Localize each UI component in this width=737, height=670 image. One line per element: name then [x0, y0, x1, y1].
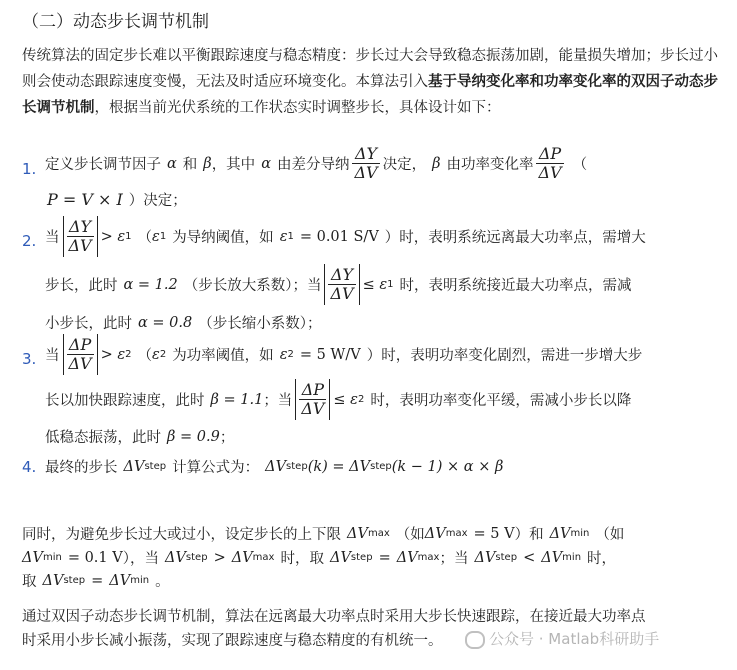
list-number-4: 4.	[22, 458, 37, 476]
formula-part-1: (k) = ΔV	[307, 458, 371, 475]
dv-symbol: ΔV	[123, 458, 145, 475]
list-number-1: 1.	[22, 160, 37, 178]
dv-symbol: ΔV	[549, 525, 571, 542]
limits-line3	[22, 570, 170, 591]
dv-symbol: ΔV	[265, 458, 287, 475]
sub: 2	[287, 349, 294, 360]
item1-text: 定义步长调节因子	[45, 157, 161, 173]
section-heading: （二）动态步长调节机制	[22, 12, 209, 32]
alpha-symbol: α	[167, 155, 177, 172]
dv-symbol: ΔV	[424, 525, 446, 542]
sub-max: max	[252, 552, 275, 563]
watermark	[465, 628, 659, 649]
eq: =	[91, 572, 104, 589]
abs-dY-dV	[63, 216, 98, 257]
item2-text-7: 时，表明系统接近最大功率点，需减	[399, 278, 632, 294]
dv-symbol: ΔV	[22, 549, 43, 566]
item1-paren: （	[572, 157, 588, 173]
dv-symbol: ΔV	[42, 572, 64, 589]
eps: ε	[279, 228, 288, 245]
max-value: = 5 V	[473, 525, 515, 542]
limits-line2	[22, 547, 616, 568]
dv-symbol: ΔV	[164, 549, 186, 566]
sub-max: max	[445, 528, 468, 539]
frac-num: ΔY	[354, 144, 378, 163]
dv-symbol: ΔV	[231, 549, 253, 566]
fraction-dP-dV	[536, 145, 563, 182]
intro-text-2: ，根据当前光伏系统的工作状态实时调整步长，具体设计如下：	[94, 100, 501, 116]
power-formula: P = V × I	[47, 190, 123, 209]
limits-text-10: 。	[155, 574, 170, 590]
threshold-value: = 0.01 S/V	[299, 228, 379, 245]
item1-text-6: ）决定；	[128, 193, 187, 209]
eq: =	[378, 549, 391, 566]
frac-den: ΔV	[68, 236, 92, 255]
dv-symbol: ΔV	[109, 572, 131, 589]
frac-num: ΔY	[330, 265, 354, 284]
limits-text-6: 时，取	[280, 551, 324, 567]
sub: 2	[357, 394, 365, 405]
sub-step: step	[185, 552, 208, 563]
frac-num: ΔP	[68, 335, 92, 354]
item2-text-4: ）时，表明系统远离最大功率点，需增大	[384, 230, 646, 246]
abs-dP-dV	[295, 379, 330, 420]
item2-text-5: 步长，此时	[45, 278, 118, 294]
dv-symbol: ΔV	[474, 549, 496, 566]
item1-text-3: 由差分导纳	[276, 157, 350, 173]
dv-symbol: ΔV	[541, 549, 563, 566]
sub-min: min	[562, 552, 582, 563]
item1-text-5: 由功率变化率	[446, 157, 534, 173]
item3-text-6: ；当	[263, 393, 293, 409]
limits-line1	[22, 523, 624, 544]
sub-step: step	[286, 461, 308, 472]
formula-part-2: (k − 1) × α × β	[391, 458, 504, 475]
item1-and: 和	[182, 157, 198, 173]
limits-text-5: ），当	[122, 551, 159, 567]
item2-text-8: 小步长，此时	[45, 316, 132, 332]
sub: 2	[159, 349, 167, 360]
gt: >	[213, 549, 226, 566]
limits-text-4: （如	[595, 527, 625, 543]
sub-step: step	[350, 552, 373, 563]
item3-text-8: 低稳态振荡，此时	[45, 430, 161, 446]
wechat-icon	[465, 631, 485, 649]
item2-line1	[45, 216, 646, 257]
sub-max: max	[367, 528, 390, 539]
item3-text-9: ；	[219, 430, 235, 446]
item2-text-6: （步长放大系数）；当	[183, 278, 322, 294]
gt-eps: > ε	[100, 346, 126, 363]
alpha-symbol: α	[261, 155, 271, 172]
limits-text-7: ；当	[439, 551, 469, 567]
sub-step: step	[144, 461, 167, 472]
item2-text: 当	[45, 230, 60, 246]
frac-num: ΔY	[68, 217, 92, 236]
sub: 1	[387, 279, 394, 290]
item4-line1	[45, 456, 503, 477]
alpha-value: α = 1.2	[123, 276, 178, 293]
item2-line2	[45, 264, 632, 305]
item2-line3	[45, 312, 321, 333]
gt-eps: > ε	[100, 228, 126, 245]
eps: ε	[279, 346, 288, 363]
item3-text: 当	[45, 348, 60, 364]
paren: （	[137, 348, 153, 364]
eps: ε	[152, 346, 160, 363]
frac-num: ΔP	[301, 380, 325, 399]
sub-max: max	[417, 552, 440, 563]
conclusion-line-2: 时采用小步长减小振荡，实现了跟踪速度与稳态精度的有机统一。	[22, 633, 443, 649]
sub: 1	[125, 231, 132, 242]
sub-step: step	[63, 575, 86, 586]
item1-text-4: 决定，	[382, 157, 427, 173]
sub-min: min	[570, 528, 590, 539]
item4-text-2: 计算公式为：	[172, 460, 260, 476]
beta-symbol: β	[203, 155, 212, 172]
intro-bold-text: 基于导纳变化率和功率变化率的双因子动态步长调节机制	[22, 74, 718, 116]
sub: 1	[159, 231, 167, 242]
item3-text-5: 长以加快跟踪速度，此时	[45, 393, 205, 409]
item1-line2	[47, 189, 187, 210]
beta-value-2: β = 0.9	[167, 428, 220, 445]
item4-text: 最终的步长	[45, 460, 118, 476]
le-eps: ≤ ε	[362, 276, 388, 293]
fraction-dY-dV	[352, 145, 379, 182]
sub-step: step	[370, 461, 392, 472]
paren: （	[137, 230, 153, 246]
beta-value: β = 1.1	[210, 391, 264, 408]
threshold-value: = 5 W/V	[299, 346, 361, 363]
frac-den: ΔV	[68, 354, 92, 373]
item2-text-9: （步长缩小系数）；	[198, 316, 322, 332]
limits-text-9: 取	[22, 574, 37, 590]
limits-text-2: （如	[395, 527, 425, 543]
list-number-2: 2.	[22, 232, 37, 250]
sub-step: step	[495, 552, 518, 563]
eps: ε	[152, 228, 160, 245]
dv-symbol: ΔV	[347, 525, 368, 542]
sub-min: min	[130, 575, 150, 586]
frac-den: ΔV	[354, 163, 378, 182]
sub: 1	[287, 231, 294, 242]
limits-text-3: ）和	[514, 527, 544, 543]
frac-den: ΔV	[538, 163, 562, 182]
abs-dP-dV	[63, 334, 98, 375]
item3-text-3: 为功率阈值，如	[172, 348, 274, 364]
item2-text-3: 为导纳阈值，如	[172, 230, 274, 246]
watermark-text: 公众号 · Matlab科研助手	[489, 630, 660, 648]
item1-line1	[45, 145, 587, 182]
intro-text-1: 传统算法的固定步长难以平衡跟踪速度与稳态精度：步长过大会导致稳态振荡加剧，能量损失增加；步长过小则会使动态跟踪速度变慢，无法及时适应环境变化。本算法引入	[22, 48, 718, 90]
limits-text-1: 同时，为避免步长过大或过小，设定步长的上下限	[22, 527, 341, 543]
abs-dY-dV	[324, 264, 359, 305]
beta-symbol: β	[432, 155, 441, 172]
item3-line1	[45, 334, 642, 375]
alpha-value-2: α = 0.8	[138, 314, 193, 331]
intro-paragraph	[22, 43, 722, 121]
item3-text-7: 时，表明功率变化平缓，需减小步长以降	[370, 393, 632, 409]
conclusion-line-1: 通过双因子动态步长调节机制，算法在远离最大功率点时采用大步长快速跟踪，在接近最大功率点	[22, 609, 646, 625]
item3-text-4: ）时，表明功率变化剧烈，需进一步增大步	[366, 348, 643, 364]
sub-min: min	[42, 552, 62, 563]
dv-symbol: ΔV	[329, 549, 351, 566]
sub: 2	[125, 349, 132, 360]
limits-text-8: 时，	[587, 551, 617, 567]
min-value: = 0.1 V	[67, 549, 123, 566]
frac-den: ΔV	[330, 284, 354, 303]
item3-line3	[45, 426, 234, 447]
frac-num: ΔP	[538, 144, 562, 163]
frac-den: ΔV	[301, 399, 325, 418]
le-eps: ≤ ε	[333, 391, 358, 408]
item1-text-2: ，其中	[211, 157, 256, 173]
item3-line2	[45, 379, 631, 420]
lt: <	[523, 549, 536, 566]
list-number-3: 3.	[22, 350, 37, 368]
dv-symbol: ΔV	[396, 549, 418, 566]
